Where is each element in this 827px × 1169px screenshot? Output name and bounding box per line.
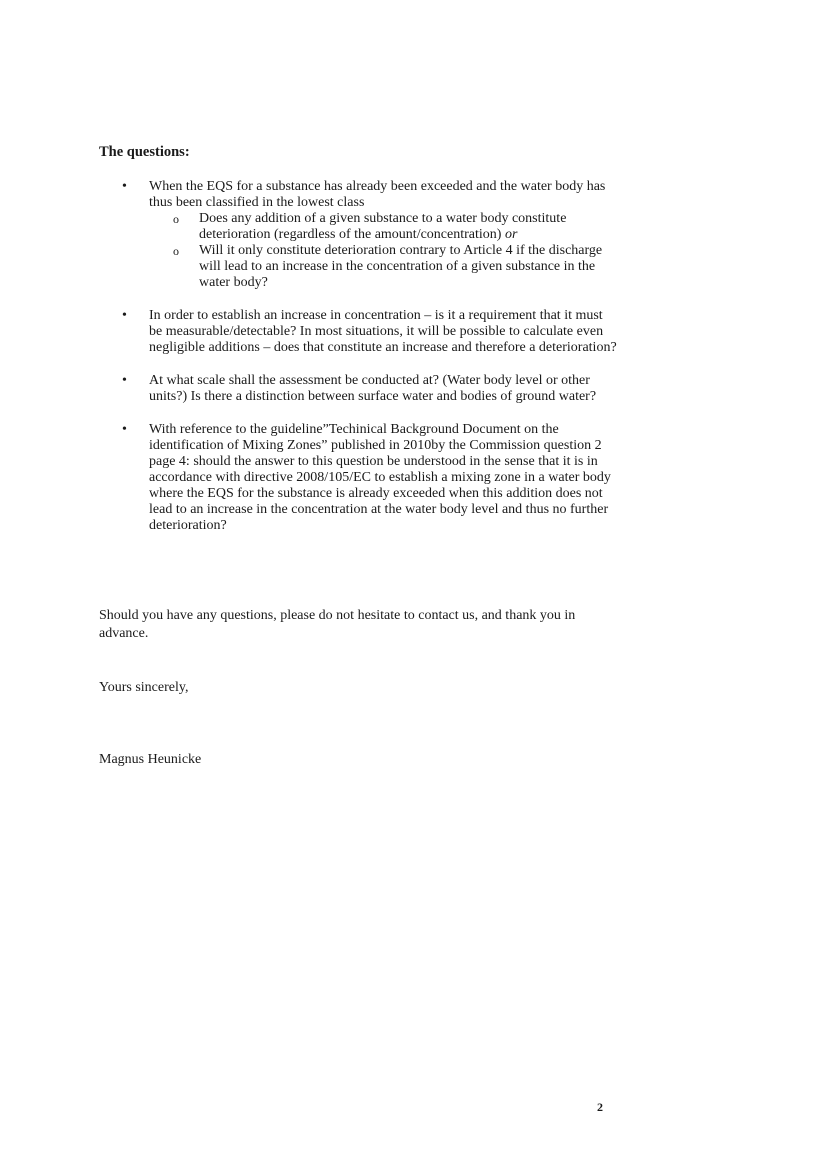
questions-list — [99, 179, 619, 551]
bullet-icon: • — [122, 179, 127, 194]
question-item — [99, 308, 619, 356]
sub-question-suffix: or — [504, 227, 518, 242]
sub-question-item — [149, 243, 619, 291]
question-text: In order to establish an increase in concentration – is it a requirement that it must be measurable/detectable? In most situations, it will be possible to calculate even negligible additions – does that constitute an increase and therefore a deterioration? — [149, 308, 617, 355]
question-text: When the EQS for a substance has already been exceeded and the water body has thus been classified in the lowest class — [149, 179, 606, 210]
question-text: With reference to the guideline”Techinical Background Document on the identification of Mixing Zones” published in 2010by the Commission question 2 page 4: should the answer to this question be understood in the sense that it is in accordance with directive 2008/105/EC to establish a mixing zone in a water body where the EQS for the substance is already exceeded when this addition does not lead to an increase in the concentration at the water body level and thus no further deterioration? — [149, 422, 611, 533]
bullet-icon: • — [122, 373, 127, 388]
bullet-icon: • — [122, 422, 127, 437]
circle-bullet-icon: o — [173, 212, 179, 226]
question-sublist — [149, 211, 619, 291]
sub-question-text: Does any addition of a given substance to a water body constitute deterioration (regardless of the amount/concentration) — [199, 211, 567, 242]
section-heading: The questions: — [99, 144, 190, 160]
bullet-icon: • — [122, 308, 127, 323]
closing-paragraph: Should you have any questions, please do not hesitate to contact us, and thank you in advance. — [99, 608, 576, 641]
question-item — [99, 179, 619, 291]
question-item — [99, 373, 619, 405]
sub-question-text: Will it only constitute deterioration contrary to Article 4 if the discharge will lead to an increase in the concentration of a given substance in the water body? — [199, 243, 603, 290]
circle-bullet-icon: o — [173, 244, 179, 258]
page-number: 2 — [597, 1100, 603, 1114]
question-text: At what scale shall the assessment be conducted at? (Water body level or other units?) Is there a distinction between surface water and bodies of ground water? — [149, 373, 597, 404]
signature-name: Magnus Heunicke — [99, 752, 202, 767]
salutation: Yours sincerely, — [99, 680, 189, 695]
sub-question-item — [149, 211, 619, 243]
question-item — [99, 422, 619, 534]
